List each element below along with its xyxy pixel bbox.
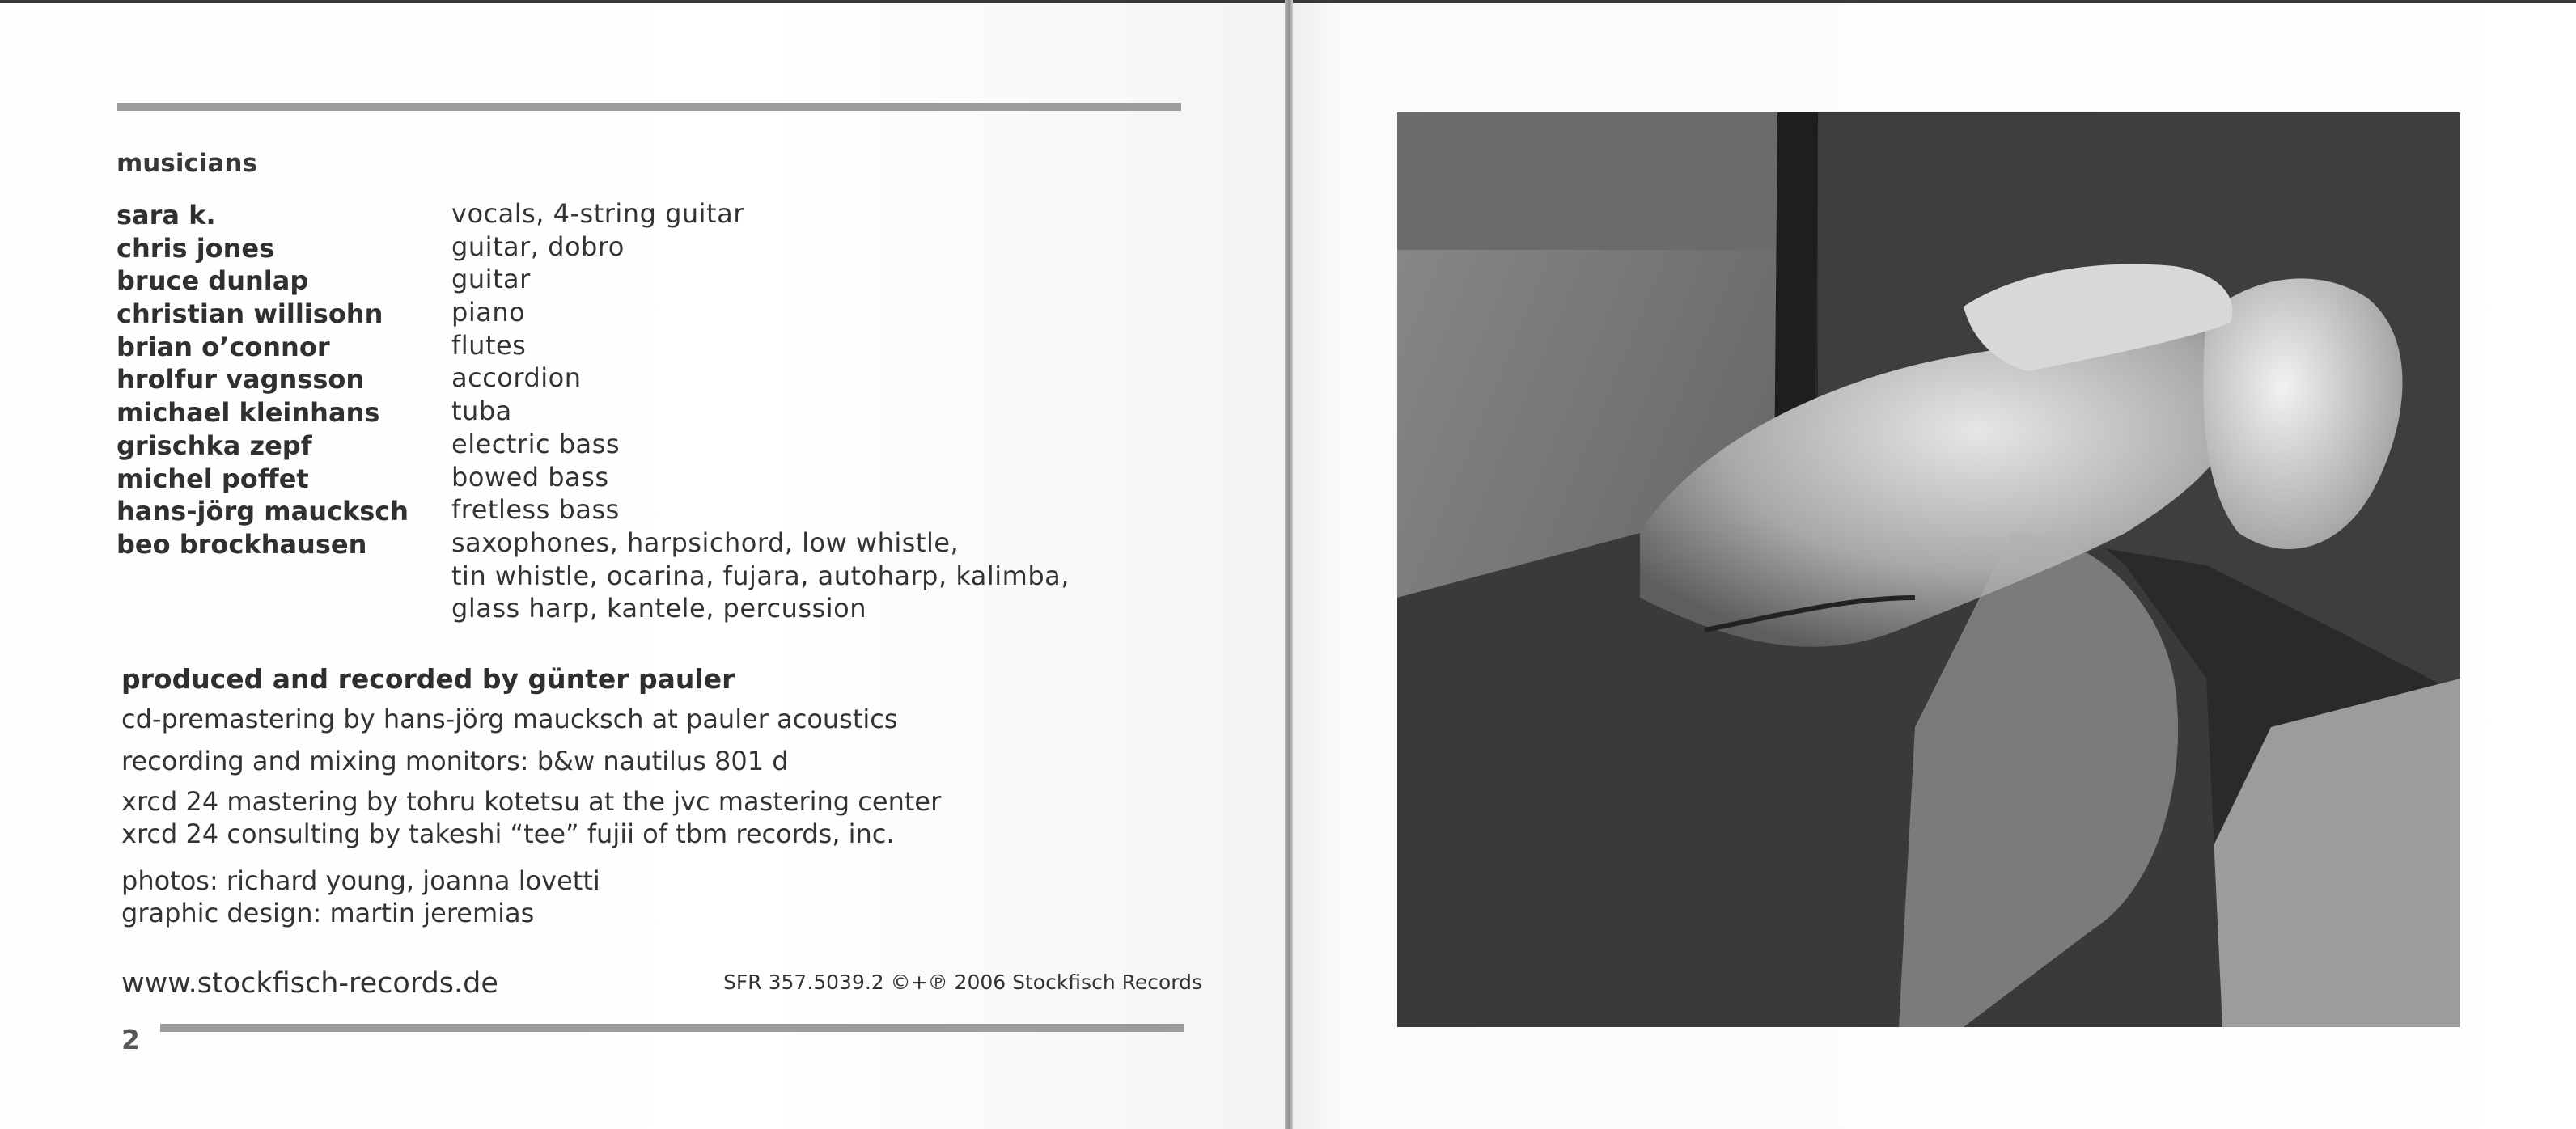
design-credit: graphic design: martin jeremias — [121, 898, 535, 928]
musician-names — [117, 199, 409, 561]
musician-role: tuba — [451, 395, 512, 427]
musician-role: vocals, 4-string guitar — [451, 198, 744, 229]
musician-roles — [451, 197, 1070, 625]
photos-credit: photos: richard young, joanna lovetti — [121, 865, 600, 896]
musician-name: christian willisohn — [117, 298, 383, 330]
musician-role: bowed bass — [451, 461, 609, 493]
producer-credit: produced and recorded by günter pauler — [121, 663, 735, 695]
musician-name: hans-jörg maucksch — [117, 496, 409, 527]
booklet-gutter — [1285, 0, 1293, 1129]
musician-name: michael kleinhans — [117, 397, 380, 429]
musician-name: sara k. — [117, 200, 216, 230]
portrait-photo — [1397, 112, 2460, 1027]
musician-role: flutes — [451, 329, 527, 361]
portrait-photo-artwork — [1397, 112, 2460, 1027]
musician-role-continuation: tin whistle, ocarina, fujara, autoharp, kalimba, — [451, 560, 1070, 591]
top-rule — [117, 103, 1181, 111]
musician-name: grischka zepf — [117, 429, 312, 461]
premastering-credit: cd-premastering by hans-jörg maucksch at pauler acoustics — [121, 704, 898, 734]
musician-role-continuation: glass harp, kantele, percussion — [451, 593, 866, 624]
xrcd-mastering-credit: xrcd 24 mastering by tohru kotetsu at the jvc mastering center — [121, 786, 942, 817]
right-page — [1291, 0, 2576, 1129]
monitors-credit: recording and mixing monitors: b&w nautilus 801 d — [121, 746, 789, 776]
musician-role: guitar, dobro — [451, 230, 625, 262]
left-page — [0, 0, 1286, 1129]
catalog-copyright: SFR 357.5039.2 ©+℗ 2006 Stockfisch Records — [723, 970, 1203, 994]
musician-name: beo brockhausen — [117, 528, 367, 560]
musician-name: bruce dunlap — [117, 265, 309, 297]
page-number: 2 — [121, 1024, 140, 1055]
musician-role: guitar — [451, 264, 531, 295]
xrcd-consulting-credit: xrcd 24 consulting by takeshi “tee” fujii of tbm records, inc. — [121, 818, 895, 849]
musician-name: michel poffet — [117, 463, 309, 494]
musician-role: electric bass — [451, 428, 620, 459]
bottom-rule — [160, 1024, 1184, 1032]
musician-role: fretless bass — [451, 494, 620, 526]
musician-role: saxophones, harpsichord, low whistle, — [451, 526, 960, 558]
musician-role: piano — [451, 297, 526, 328]
website-url: www.stockfisch-records.de — [121, 967, 498, 1000]
musicians-heading: musicians — [117, 149, 257, 178]
musician-role: accordion — [451, 362, 582, 394]
musician-name: chris jones — [117, 232, 275, 264]
musician-name: hrolfur vagnsson — [117, 364, 365, 395]
musician-name: brian o’connor — [117, 331, 330, 362]
